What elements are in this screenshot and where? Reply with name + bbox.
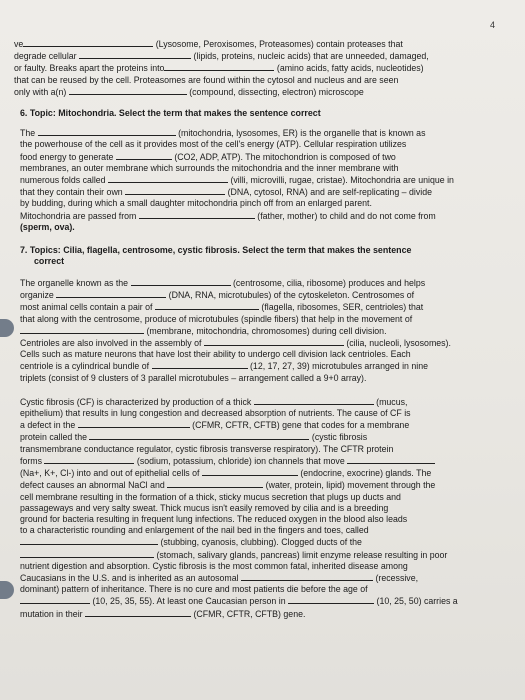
heading-line: correct	[34, 256, 65, 267]
text-fragment: that can be reused by the cell. Proteasomes are found within the cytosol and nucleus and are seen	[14, 74, 399, 85]
text-fragment: most animal cells contain a pair of	[20, 302, 153, 313]
text-fragment: (DNA, RNA, microtubules) of the cytoskeleton. Centrosomes of	[168, 290, 415, 301]
text-fragment: (membrane, mitochondria, chromosomes) during cell division.	[146, 325, 387, 336]
answer-blank[interactable]	[347, 455, 435, 464]
text-fragment: (sperm, ova).	[20, 221, 75, 232]
centrosome-paragraph	[14, 277, 500, 384]
text-fragment: Mitochondria are passed from	[20, 210, 137, 221]
text-fragment: epithelium) that results in lung congestion and decreased absorption of nutrients. The cause of CF is	[20, 408, 411, 419]
answer-blank[interactable]	[152, 360, 248, 369]
text-fragment: passageways and very salty sweat. Thick mucus isn't easily removed by cilia and is a breeding	[20, 502, 389, 513]
text-fragment: ve	[14, 39, 24, 49]
text-fragment: (water, protein, lipid) movement through the	[265, 480, 436, 491]
text-fragment: (mitochondria, lysosomes, ER) is the organelle that is known as	[178, 128, 426, 139]
answer-blank[interactable]	[254, 396, 374, 405]
text-fragment: mutation in their	[20, 608, 83, 619]
text-fragment: defect causes an abnormal NaCl and	[20, 480, 165, 491]
text-fragment: Centrioles are also involved in the assembly of	[20, 338, 202, 349]
text-fragment: cell membrane resulting in the formation of a thick, sticky mucus secretion that plugs up ducts and	[20, 491, 401, 502]
answer-blank[interactable]	[125, 186, 225, 195]
text-fragment: (villi, microvilli, rugae, cristae). Mitochondria are unique in	[230, 175, 454, 186]
answer-blank[interactable]	[20, 325, 144, 334]
text-fragment: (10, 25, 50) carries a	[376, 596, 458, 607]
heading-line: 7. Topics: Cilia, flagella, centrosome, cystic fibrosis. Select the term that makes the sentence	[20, 245, 412, 256]
text-fragment: (stomach, salivary glands, pancreas) limit enzyme release resulting in poor	[156, 549, 448, 560]
answer-blank[interactable]	[131, 277, 231, 286]
text-fragment: (10, 25, 35, 55). At least one Caucasian person in	[92, 596, 286, 607]
mitochondria-paragraph	[14, 127, 500, 233]
answer-blank[interactable]	[69, 86, 187, 95]
text-fragment: only with a(n)	[14, 86, 67, 97]
answer-blank[interactable]	[116, 151, 172, 160]
text-fragment: (cystic fibrosis	[311, 432, 368, 443]
answer-blank[interactable]	[204, 337, 344, 346]
text-fragment: Cells such as mature neurons that have lost their ability to undergo cell division lack centrioles. Each	[20, 349, 411, 360]
text-fragment: (recessive,	[375, 572, 419, 583]
text-fragment: (compound, dissecting, electron) microscope	[189, 86, 364, 97]
cystic-fibrosis-paragraph	[14, 396, 500, 620]
text-fragment: by budding, during which a small daughter mitochondria pinch off from an enlarged parent.	[20, 198, 372, 209]
text-fragment: (mucus,	[376, 396, 408, 407]
text-fragment: nutrient digestion and absorption. Cystic fibrosis is the most common fatal, inherited disease among	[20, 560, 408, 571]
text-fragment: (flagella, ribosomes, SER, centrioles) that	[261, 302, 424, 313]
proteasome-paragraph	[14, 38, 500, 98]
text-fragment: (CFMR, CFTR, CFTB) gene that codes for a membrane	[192, 420, 410, 431]
answer-blank[interactable]	[20, 595, 90, 604]
text-fragment: the powerhouse of the cell as it provides most of the cell's energy (ATP). Cellular respiration utilizes	[20, 139, 407, 150]
text-fragment: (amino acids, fatty acids, nucleotides)	[276, 63, 424, 74]
answer-blank[interactable]	[23, 38, 153, 47]
text-fragment: or faulty. Breaks apart the proteins into	[14, 63, 165, 74]
text-fragment: that they contain their own	[20, 187, 123, 198]
binder-hole	[0, 581, 14, 599]
text-fragment: degrade cellular	[14, 51, 77, 62]
text-fragment: (centrosome, cilia, ribosome) produces and helps	[232, 278, 426, 289]
text-fragment: (CFMR, CFTR, CFTB) gene.	[193, 608, 306, 619]
text-fragment: (Na+, K+, Cl-) into and out of epithelial cells of	[20, 468, 200, 479]
text-fragment: The organelle known as the	[20, 278, 129, 289]
text-fragment: a defect in the	[20, 420, 76, 431]
answer-blank[interactable]	[85, 608, 191, 617]
text-fragment: membranes, an outer membrane which surrounds the mitochondria and the inner membrane with	[20, 162, 399, 173]
text-fragment: (stubbing, cyanosis, clubbing). Clogged ducts of the	[160, 537, 362, 548]
answer-blank[interactable]	[155, 301, 259, 310]
text-fragment: to a characteristic rounding and enlargement of the nail bed in the fingers and toes, called	[20, 525, 369, 536]
text-fragment: forms	[20, 455, 42, 466]
answer-blank[interactable]	[20, 549, 154, 558]
answer-blank[interactable]	[89, 431, 309, 440]
text-fragment: (cilia, nucleoli, lysosomes).	[346, 338, 451, 349]
text-fragment: (12, 17, 27, 39) microtubules arranged in nine	[250, 361, 428, 372]
text-fragment: (Lysosome, Peroxisomes, Proteasomes) contain proteases that	[155, 39, 403, 49]
text-fragment: organize	[20, 290, 54, 301]
section-6-heading: 6. Topic: Mitochondria. Select the term that makes the sentence correct	[20, 108, 321, 119]
answer-blank[interactable]	[38, 127, 176, 136]
answer-blank[interactable]	[139, 210, 255, 219]
text-fragment: centriole is a cylindrical bundle of	[20, 361, 150, 372]
text-fragment: dominant) pattern of inheritance. There is no cure and most patients die before the age of	[20, 584, 368, 595]
text-fragment: ground for bacteria resulting in frequent lung infections. The reduced oxygen in the blood also leads	[20, 513, 408, 524]
binder-hole	[0, 319, 14, 337]
answer-blank[interactable]	[79, 50, 191, 59]
answer-blank[interactable]	[164, 62, 274, 71]
text-fragment: Caucasians in the U.S. and is inherited as an autosomal	[20, 572, 239, 583]
text-fragment: (lipids, proteins, nucleic acids) that are unneeded, damaged,	[193, 51, 429, 62]
text-fragment: (endocrine, exocrine) glands. The	[300, 468, 432, 479]
answer-blank[interactable]	[108, 174, 228, 183]
text-fragment: The	[20, 128, 36, 139]
section-7-heading	[20, 245, 500, 267]
answer-blank[interactable]	[241, 572, 373, 581]
worksheet-content	[14, 38, 500, 629]
answer-blank[interactable]	[20, 536, 158, 545]
text-fragment: transmembrane conductance regulator, cystic fibrosis transverse respiratory). The CFTR protein	[20, 443, 394, 454]
text-fragment: (sodium, potassium, chloride) ion channels that move	[136, 455, 345, 466]
text-fragment: Cystic fibrosis (CF) is characterized by production of a thick	[20, 396, 252, 407]
answer-blank[interactable]	[78, 419, 190, 428]
answer-blank[interactable]	[288, 595, 374, 604]
text-fragment: (CO2, ADP, ATP). The mitochondrion is composed of two	[174, 151, 396, 162]
text-fragment: numerous folds called	[20, 175, 106, 186]
text-fragment: food energy to generate	[20, 151, 114, 162]
answer-blank[interactable]	[167, 479, 263, 488]
text-fragment: that along with the centrosome, produce of microtubules (spindle fibers) that help in the movement of	[20, 313, 413, 324]
text-fragment: protein called the	[20, 432, 87, 443]
answer-blank[interactable]	[44, 455, 134, 464]
answer-blank[interactable]	[56, 289, 166, 298]
text-fragment: (DNA, cytosol, RNA) and are self-replicating – divide	[227, 187, 432, 198]
text-fragment: triplets (consist of 9 clusters of 3 parallel microtubules – arrangement called a 9+0 array).	[20, 372, 367, 383]
text-fragment: (father, mother) to child and do not come from	[257, 210, 436, 221]
page-number: 4	[489, 20, 495, 30]
answer-blank[interactable]	[202, 467, 298, 476]
